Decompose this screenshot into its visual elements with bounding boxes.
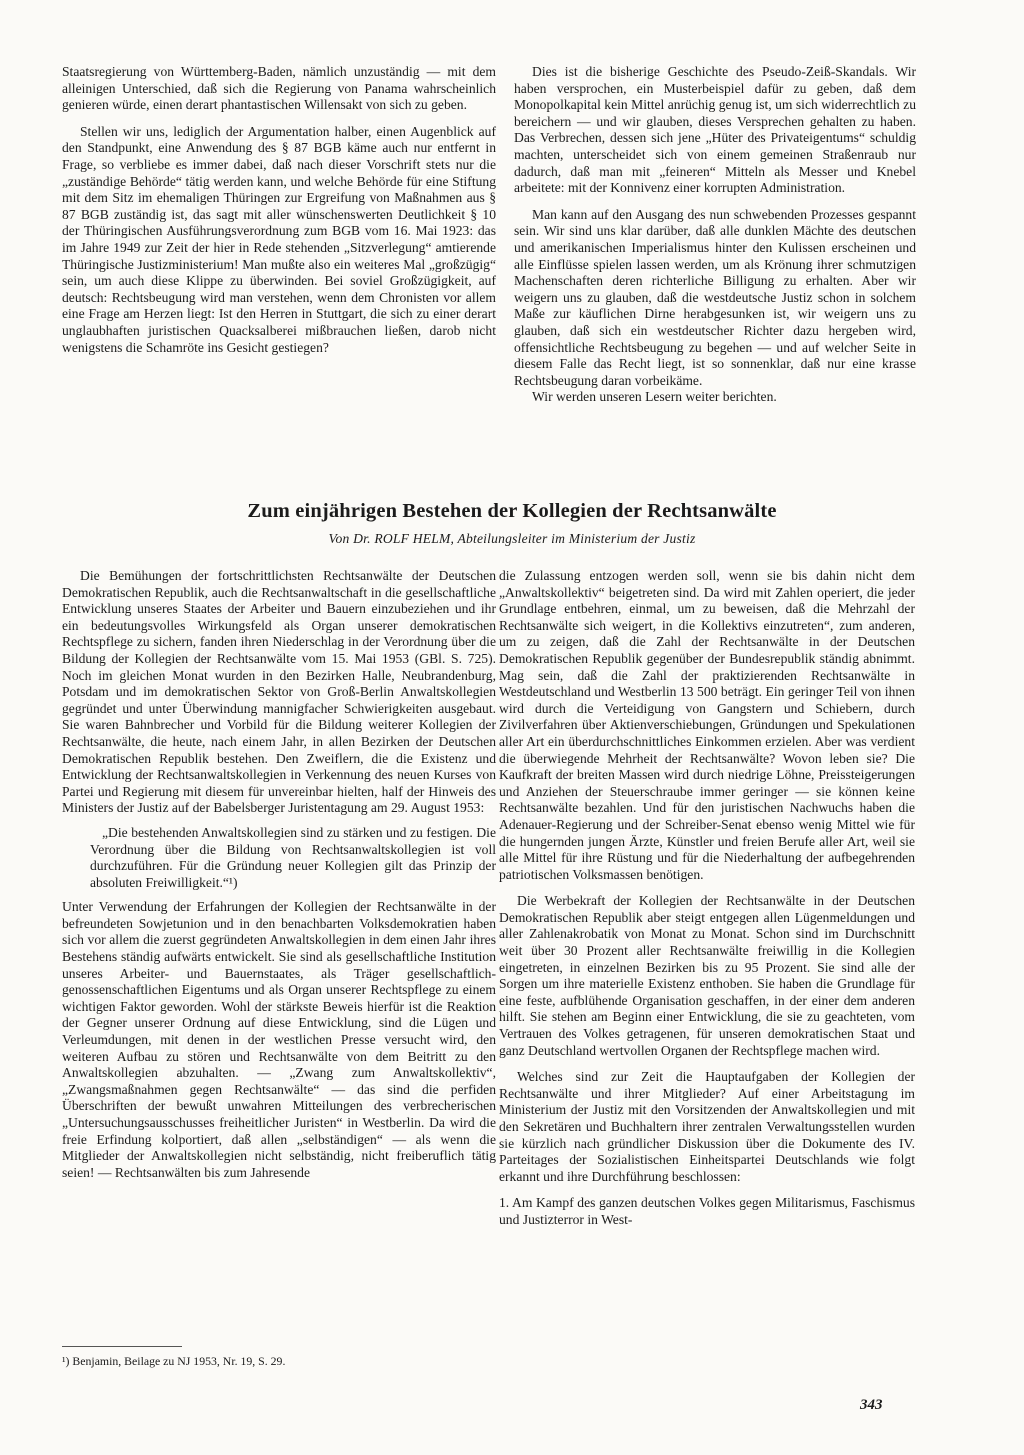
block-quote: „Die bestehenden Anwaltskollegien sind zu stärken und zu festigen. Die Verordnung über die Bildung von Rechtsanwaltskollegien ist voll durchzuführen. Für die Gründung neuer Kollegien gilt das Prinzip der absoluten Freiwilligkeit.“¹) <box>90 824 496 890</box>
page-number: 343 <box>860 1397 883 1413</box>
article-byline: Von Dr. ROLF HELM, Abteilungsleiter im Ministerium der Justiz <box>328 531 696 546</box>
paragraph: die Zulassung entzogen werden soll, wenn sie bis dahin nicht dem „Anwaltskollektiv“ beigetreten sind. Da wird mit Zahlen operiert, die jeder Grundlage entbehren, einmal, um zu beweisen, daß die Mehrzahl der Rechtsanwälte sich weigert, in die Kollektivs einzutreten“, zum anderen, um zu zeigen, daß die Zahl der Rechtsanwälte in der Deutschen Demokratischen Republik gegenüber der Bundesrepublik ständig abnimmt. Mag sein, daß die Zahl der praktizierenden Rechtsanwälte in Westdeutschland und Westberlin 13 500 beträgt. Ein geringer Teil von ihnen wird durch die Verteidigung von Gangstern und Schiebern, durch Zivilverfahren über Aktienverschiebungen, Gründungen und Spekulationen aller Art ein überdurchschnittliches Einkommen erzielen. Aber was verdient die überwiegende Mehrheit der Rechtsanwälte? Wovon leben sie? Die Kaufkraft der breiten Massen wird durch niedrige Löhne, Preissteigerungen und Anziehen der Steuerschraube immer geringer — sie können keine Rechtsanwälte bezahlen. Und für den juristischen Nachwuchs haben die Adenauer-Regierung und der Schreiber-Senat ebenso wenig Mittel wie für die hungernden jungen Ärzte, Künstler und freien Berufe aller Art, weil sie alle Mittel für ihre Rüstung und für die Niederhaltung der aufbegehrenden patriotischen Volksmassen benötigen. <box>499 568 915 882</box>
paragraph: Stellen wir uns, lediglich der Argumentation halber, einen Augenblick auf den Standpunkt, eine Anwendung des § 87 BGB käme auch nur entfernt in Frage, so verbliebe es immer dabei, daß nach dieser Vorschrift stets nur die „zuständige Behörde“ tätig werden kann, und welche Behörde für eine Stiftung mit dem Sitz im ehemaligen Thüringen zur Ergreifung von Maßnahmen aus § 87 BGB zuständig ist, das sagt mit aller wünschenswerten Deutlichkeit § 10 der Thüringischen Ausführungsverordnung zum BGB vom 16. Mai 1923: das im Jahre 1949 zur Zeit der hier in Rede stehenden „Sitzverlegung“ amtierende Thüringische Justizministerium! Man mußte also ein weiteres Mal „großzügig“ sein, um auch diese Klippe zu überwinden. Bei soviel Großzügigkeit, auf deutsch: Rechtsbeugung wird man verstehen, wenn dem Chronisten vor allem eine Frage am Herzen liegt: Ist den Herren in Stuttgart, die sich zu einer derart unglaubhaften juristischen Quacksalberei mißbrauchen ließen, darob nicht wenigstens die Schamröte ins Gesicht gestiegen? <box>62 123 496 355</box>
article-right-column <box>499 568 915 1229</box>
paragraph: Dies ist die bisherige Geschichte des Pseudo-Zeiß-Skandals. Wir haben versprochen, ein Musterbeispiel dafür zu geben, daß dem Monopolkapital kein Mittel anrüchig genug ist, um sich widerrechtlich zu bereichern — und wir glauben, dieses Versprechen gehalten zu haben. Das Verbrechen, dessen sich jene „Hüter des Privateigentums“ schuldig machten, unterscheidet sich von einem gemeinen Straßenraub nur dadurch, daß man mit „feineren“ Mitteln als Messer und Knebel arbeitete: mit der Konnivenz einer korrupten Administration. <box>514 64 916 196</box>
paragraph: Man kann auf den Ausgang des nun schwebenden Prozesses gespannt sein. Wir sind uns klar darüber, daß alle dunklen Mächte des deutschen und amerikanischen Imperialismus hinter den Kulissen erscheinen und alle Einflüsse spielen lassen werden, um als Krönung ihrer schmutzigen Machenschaften deren richterliche Billigung zu erhalten. Aber wir weigern uns zu glauben, daß die westdeutsche Justiz schon in solchem Maße zur käuflichen Dirne herabgesunken ist, wir weigern uns zu glauben, daß sich ein westdeutscher Richter dazu hergeben wird, offensichtliche Rechtsbeugung zu begehen — und auf welcher Seite in diesem Falle das Recht liegt, ist so sonnenklar, daß nur eine krasse Rechtsbeugung daran vorbeikäme. <box>514 206 916 388</box>
article-left-column <box>62 568 496 1181</box>
footnote: ¹) Benjamin, Beilage zu NJ 1953, Nr. 19, S. 29. <box>62 1354 286 1368</box>
paragraph: Welches sind zur Zeit die Hauptaufgaben der Kollegien der Rechtsanwälte und ihrer Mitglieder? Auf einer Arbeitstagung im Ministerium der Justiz mit den Vorsitzenden der Anwaltskollegien und mit den Sekretären und Buchhaltern ihrer zentralen Verwaltungsstellen wurden sie kürzlich nach gründlicher Diskussion über die Dokumente des IV. Parteitages der Sozialistischen Einheitspartei Deutschlands wie folgt erkannt und ihre Durchführung beschlossen: <box>499 1069 915 1184</box>
paragraph: Staatsregierung von Württemberg-Baden, nämlich unzuständig — mit dem alleinigen Unterschied, daß sich die Regierung von Panama wahrscheinlich genieren würde, einen derart phantastischen Willensakt von sich zu geben. <box>62 64 496 113</box>
paragraph: Wir werden unseren Lesern weiter berichten. <box>532 389 777 405</box>
top-right-column <box>514 64 916 406</box>
article-title: Zum einjährigen Bestehen der Kollegien der Rechtsanwälte <box>247 500 777 522</box>
top-left-column <box>62 64 496 356</box>
list-item: 1. Am Kampf des ganzen deutschen Volkes gegen Militarismus, Faschismus und Justizterror in West- <box>499 1195 915 1227</box>
paragraph: Unter Verwendung der Erfahrungen der Kollegien der Rechtsanwälte in der befreundeten Sowjetunion und in den benachbarten Volksdemokratien haben sich vor allem die zuerst gegründeten Anwaltskollegien in dem einen Jahr ihres Bestehens ständig aufwärts entwickelt. Sie sind als gesellschaftliche Institution unseres Arbeiter- und Bauernstaates, als Träger gesellschaftlich-genossenschaftlichen Eigentums und als Organ unserer Rechtspflege zu einem wichtigen Faktor geworden. Wohl der stärkste Beweis hierfür ist die Reaktion der Gegner unserer Ordnung auf diese Entwicklung, sind die Lügen und Verleumdungen, mit denen in der westlichen Presse versucht wird, den weiteren Aufbau zu stören und Rechtsanwälte von dem Beitritt zu den Anwaltskollegien abzuhalten. — „Zwang zum Anwaltskollektiv“, „Zwangsmaßnahmen gegen Rechtsanwälte“ — das sind die perfiden Überschriften der bewußt unwahren Mitteilungen des verbrecherischen „Untersuchungsausschusses freiheitlicher Juristen“ in Westberlin. Da wird die freie Erfindung kolportiert, daß allen „selbständigen“ — als wenn die Mitglieder der Anwaltskollegien nicht selbständig, nicht freiberuflich tätig seien! — Rechtsanwälten bis zum Jahresende <box>62 899 496 1180</box>
paragraph: Die Werbekraft der Kollegien der Rechtsanwälte in der Deutschen Demokratischen Republik aber steigt entgegen allen Lügenmeldungen und aller Zahlenakrobatik von Monat zu Monat. Schon sind im Durchschnitt weit über 30 Prozent aller Rechtsanwälte freiwillig in die Kollegien eingetreten, in einzelnen Bezirken bis zu 95 Prozent. Sie sind alle der Sorgen um ihre materielle Existenz enthoben. Sie haben die Grundlage für eine feste, aufblühende Organisation geschaffen, in der einer dem anderen hilft. Sie stehen am Beginn einer Entwicklung, die sie zu geachteten, vom Vertrauen des Volkes getragenen, für unseren demokratischen Staat und ganz Deutschland wertvollen Organen der Rechtspflege machen wird. <box>499 893 915 1058</box>
paragraph: Die Bemühungen der fortschrittlichsten Rechtsanwälte der Deutschen Demokratischen Republik, auch die Rechtsanwaltschaft in die gesellschaftliche Entwicklung unseres Staates der Arbeiter und Bauern einzubeziehen und ihr ein bedeutungsvolles Wirkungsfeld als Organ unserer demokratischen Rechtspflege zu sichern, fanden ihren Niederschlag in der Verordnung über die Bildung der Kollegien der Rechtsanwälte vom 15. Mai 1953 (GBl. S. 725). Noch im gleichen Monat wurden in den Bezirken Halle, Neubrandenburg, Potsdam und im demokratischen Sektor von Groß-Berlin Anwaltskollegien gegründet und unter Überwindung mannigfacher Schwierigkeiten ausgebaut. Sie waren Bahnbrecher und Vorbild für die Bildung weiterer Kollegien der Rechtsanwälte, die heute, nach einem Jahr, in allen Bezirken der Deutschen Demokratischen Republik bestehen. Den Zweiflern, die die Existenz und Entwicklung der Rechtsanwaltskollegien in Verkennung des neuen Kurses von Partei und Regierung mit diesem für unvereinbar hielten, half der Hinweis des Ministers der Justiz auf der Babelsberger Juristentagung am 29. August 1953: <box>62 568 496 816</box>
footnote-divider <box>62 1346 182 1347</box>
article-heading <box>0 500 1024 547</box>
